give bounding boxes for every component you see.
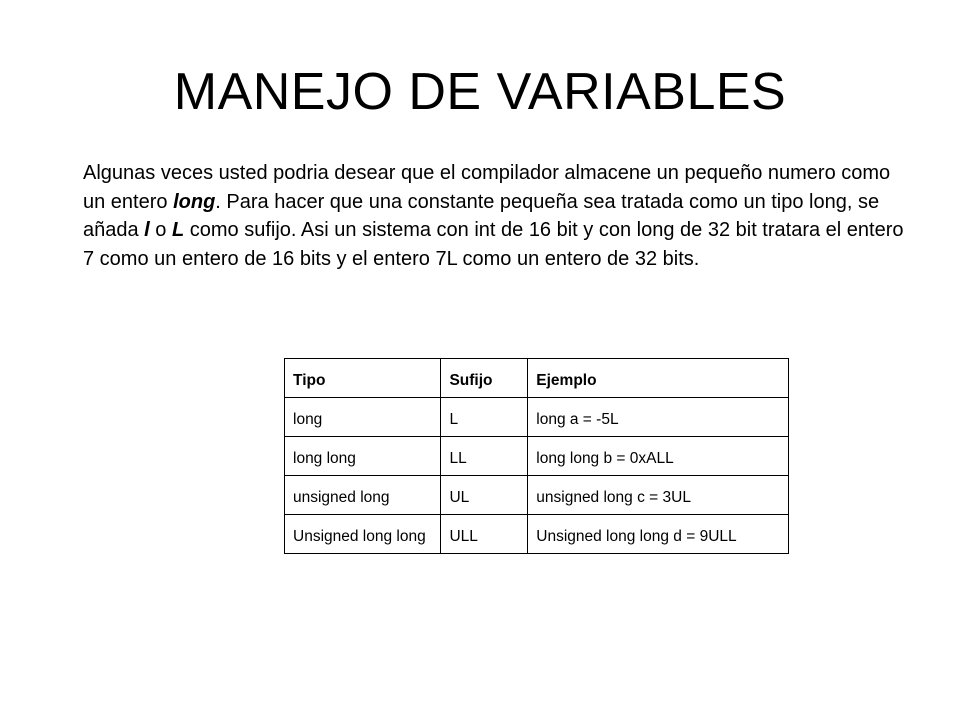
keyword-l: l [144,219,150,241]
header-cell-tipo: Tipo [285,359,441,398]
paragraph-text-2: . Para hacer que una constante pequeña sea tratada como un tipo long, se añada [83,190,880,241]
header-cell-sufijo: Sufijo [441,359,528,398]
header-cell-ejemplo: Ejemplo [528,359,789,398]
table-row [285,476,789,515]
body-paragraph [83,159,913,273]
paragraph-text-1: Algunas veces usted podria desear que el compilador almacene un pequeño numero como un entero [83,162,891,213]
paragraph-text-4: como sufijo. Asi un sistema con int de 16 bit y con long de 32 bit tratara el entero 7 como un entero de 16 bits y el entero 7L como un entero de 32 bits. [83,219,904,270]
table-header-row [285,359,789,398]
cell-ejemplo: unsigned long c = 3UL [528,476,789,515]
keyword-long: long [173,190,216,213]
keyword-L: L [171,219,185,241]
cell-tipo: long [285,398,441,437]
cell-sufijo: UL [441,476,528,515]
cell-tipo: unsigned long [285,476,441,515]
cell-sufijo: L [441,398,528,437]
cell-ejemplo: long long b = 0xALL [528,437,789,476]
paragraph-text-3: o [149,219,172,241]
suffix-table [284,358,789,554]
cell-ejemplo: Unsigned long long d = 9ULL [528,515,789,554]
table-row [285,398,789,437]
table-row [285,437,789,476]
cell-tipo: long long [285,437,441,476]
slide-title: MANEJO DE VARIABLES [173,63,787,121]
cell-ejemplo: long a = -5L [528,398,789,437]
cell-tipo: Unsigned long long [285,515,441,554]
cell-sufijo: ULL [441,515,528,554]
table-row [285,515,789,554]
cell-sufijo: LL [441,437,528,476]
